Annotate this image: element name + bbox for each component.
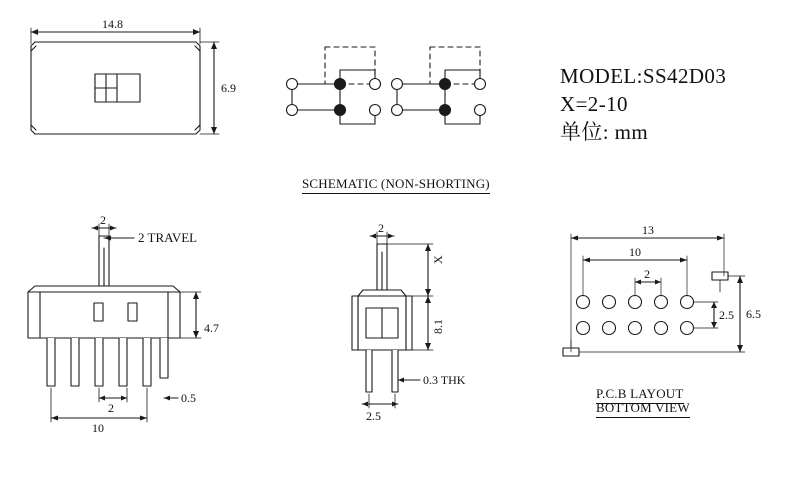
side-actuator-width-dim: 2 bbox=[378, 221, 384, 235]
pcb-caption-line1: P.C.B LAYOUT bbox=[596, 386, 684, 404]
pcb-caption-line2: BOTTOM VIEW bbox=[596, 400, 690, 418]
front-pin-pitch-dim: 2 bbox=[108, 401, 114, 415]
pcb-row-pitch-dim: 2.5 bbox=[719, 308, 734, 322]
front-body-height-dim: 4.7 bbox=[204, 321, 219, 335]
pcb-layout-geometry bbox=[563, 234, 745, 356]
side-actuator-height-dim: X bbox=[431, 255, 445, 264]
model-info-block bbox=[560, 62, 726, 146]
units-label: 单位: mm bbox=[560, 120, 649, 144]
front-travel-dim: 2 TRAVEL bbox=[138, 230, 198, 245]
side-view-geometry bbox=[352, 232, 433, 408]
pcb-hole-pitch-dim: 2 bbox=[644, 267, 650, 281]
top-view-height-dim: 6.9 bbox=[221, 81, 236, 95]
front-actuator-width-dim: 2 bbox=[100, 213, 106, 227]
front-view-geometry bbox=[28, 224, 201, 422]
model-label: MODEL:SS42D03 bbox=[560, 64, 727, 88]
front-overall-span-dim: 10 bbox=[92, 421, 104, 435]
top-view-geometry bbox=[31, 28, 219, 134]
pcb-inner-width-dim: 10 bbox=[629, 245, 641, 259]
side-pin-thickness-dim: 0.3 THK bbox=[423, 373, 466, 387]
travel-spec-label: X=2-10 bbox=[560, 92, 628, 116]
schematic-caption: SCHEMATIC (NON-SHORTING) bbox=[302, 176, 490, 194]
schematic-geometry bbox=[287, 47, 486, 124]
pcb-overall-height-dim: 6.5 bbox=[746, 307, 761, 321]
pcb-outer-width-dim: 13 bbox=[642, 223, 654, 237]
front-pin-width-dim: 0.5 bbox=[181, 391, 196, 405]
side-body-height-dim: 8.1 bbox=[431, 319, 445, 334]
side-pin-length-dim: 2.5 bbox=[366, 409, 381, 423]
top-view-width-dim: 14.8 bbox=[102, 17, 123, 31]
